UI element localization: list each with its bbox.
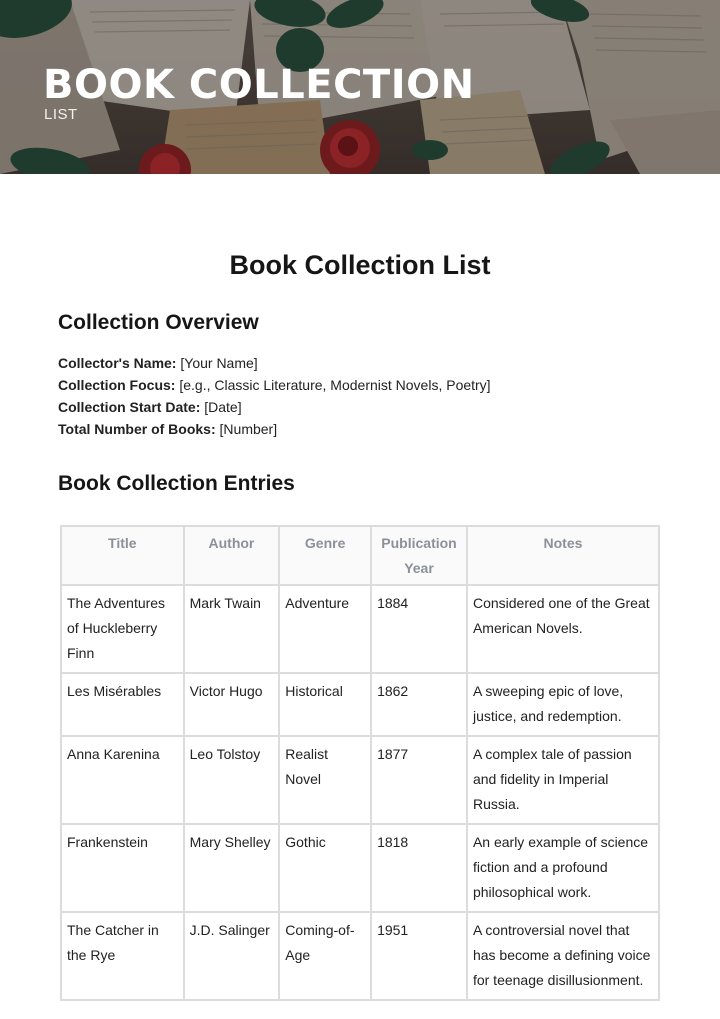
cell-genre: Gothic: [279, 824, 371, 912]
overview-field-collector-name: [58, 352, 491, 374]
cell-title: Les Misérables: [61, 673, 184, 736]
cell-genre: Historical: [279, 673, 371, 736]
book-entries-table: [60, 525, 660, 1001]
overview-field-start-date: [58, 396, 491, 418]
table-row: [61, 673, 659, 736]
document-title: Book Collection List: [229, 250, 491, 280]
table-row: [61, 585, 659, 673]
entries-heading: Book Collection Entries: [58, 472, 295, 495]
column-header-author: Author: [184, 526, 280, 585]
cell-title: The Catcher in the Rye: [61, 912, 184, 1000]
cell-notes: A controversial novel that has become a defining voice for teenage disillusionment.: [467, 912, 659, 1000]
cell-year: 1862: [371, 673, 467, 736]
cell-year: 1951: [371, 912, 467, 1000]
cell-genre: Realist Novel: [279, 736, 371, 824]
cell-year: 1818: [371, 824, 467, 912]
cell-author: Leo Tolstoy: [184, 736, 280, 824]
field-value: [Date]: [200, 399, 242, 415]
table-row: [61, 824, 659, 912]
cell-title: Anna Karenina: [61, 736, 184, 824]
cell-genre: Coming-of-Age: [279, 912, 371, 1000]
cell-notes: An early example of science fiction and a profound philosophical work.: [467, 824, 659, 912]
column-header-notes: Notes: [467, 526, 659, 585]
overview-field-collection-focus: [58, 374, 491, 396]
banner-subtitle: LIST: [44, 106, 78, 123]
cell-author: Mary Shelley: [184, 824, 280, 912]
cell-title: Frankenstein: [61, 824, 184, 912]
cell-notes: A complex tale of passion and fidelity in Imperial Russia.: [467, 736, 659, 824]
collection-overview: [58, 352, 491, 440]
banner-title: BOOK COLLECTION: [43, 62, 475, 108]
cell-year: 1877: [371, 736, 467, 824]
cell-year: 1884: [371, 585, 467, 673]
field-value: [Number]: [215, 421, 278, 437]
field-label: Collector's Name:: [58, 355, 177, 371]
cell-notes: A sweeping epic of love, justice, and redemption.: [467, 673, 659, 736]
cell-notes: Considered one of the Great American Novels.: [467, 585, 659, 673]
table-row: [61, 736, 659, 824]
table-header-row: [61, 526, 659, 585]
field-label: Collection Focus:: [58, 377, 176, 393]
cell-author: Mark Twain: [184, 585, 280, 673]
overview-heading: Collection Overview: [58, 311, 259, 334]
cell-author: J.D. Salinger: [184, 912, 280, 1000]
field-value: [Your Name]: [176, 355, 258, 371]
cell-author: Victor Hugo: [184, 673, 280, 736]
field-label: Total Number of Books:: [58, 421, 216, 437]
table-row: [61, 912, 659, 1000]
header-banner: [0, 0, 720, 174]
field-value: [e.g., Classic Literature, Modernist Novels, Poetry]: [175, 377, 491, 393]
cell-genre: Adventure: [279, 585, 371, 673]
cell-title: The Adventures of Huckleberry Finn: [61, 585, 184, 673]
overview-field-total-books: [58, 418, 491, 440]
column-header-publication-year: Publication Year: [371, 526, 467, 585]
field-label: Collection Start Date:: [58, 399, 201, 415]
column-header-genre: Genre: [279, 526, 371, 585]
column-header-title: Title: [61, 526, 184, 585]
